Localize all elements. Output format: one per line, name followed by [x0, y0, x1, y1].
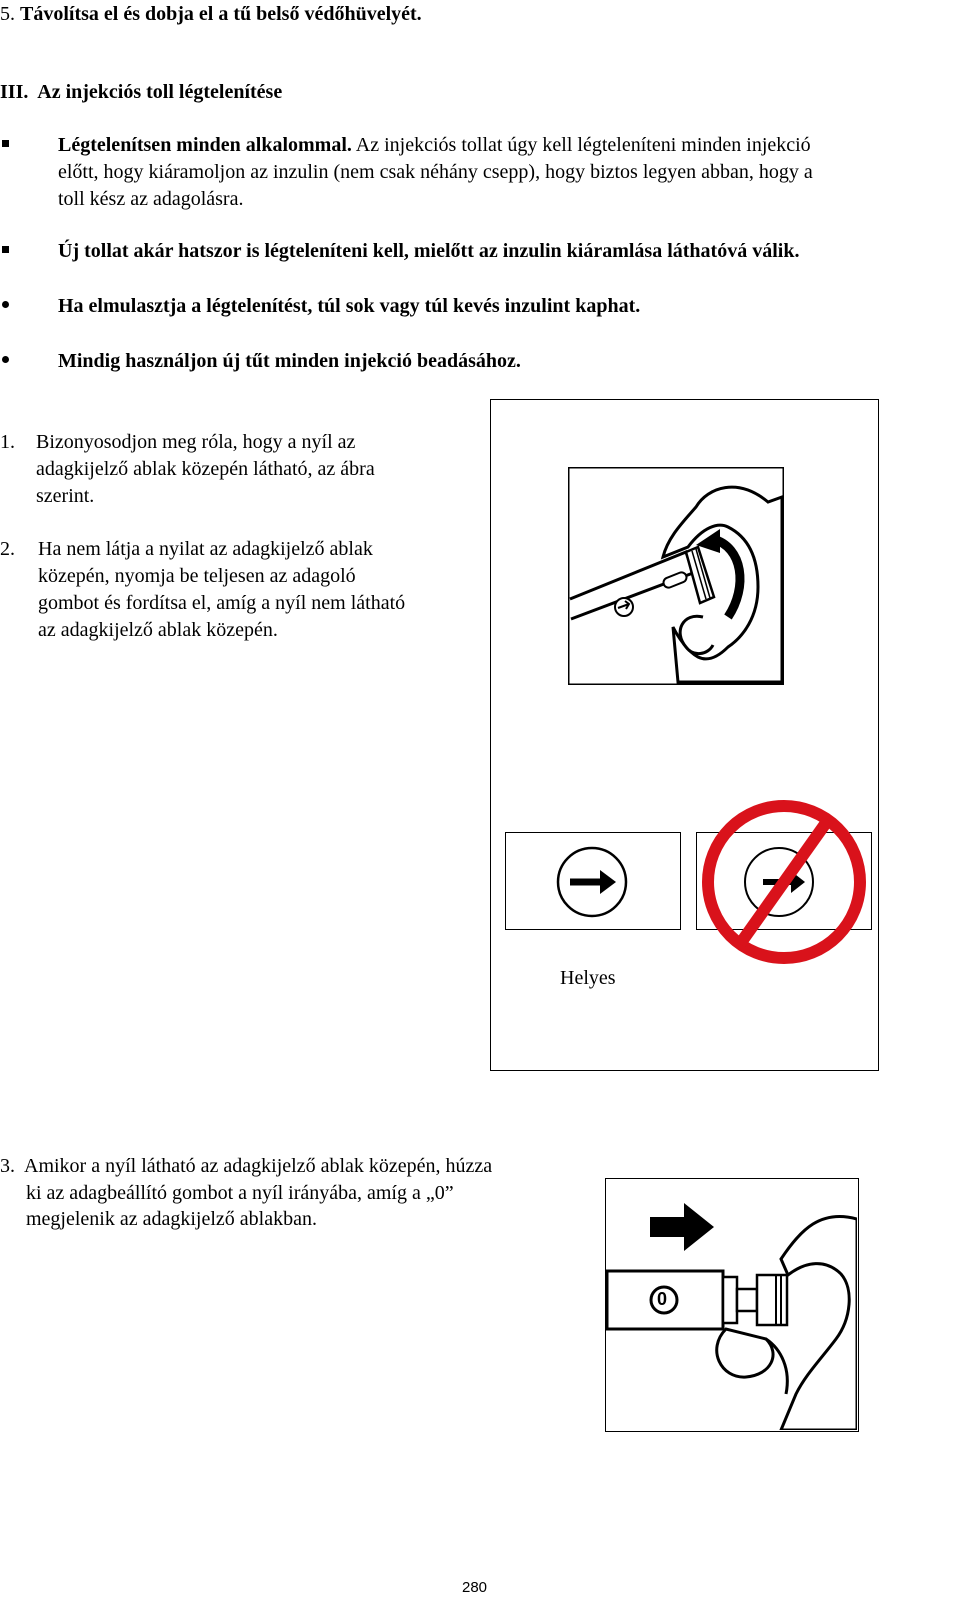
- step5-text: Távolítsa el és dobja el a tű belső védőhüvelyét.: [20, 3, 422, 25]
- prohibition-sign-icon: [698, 798, 870, 966]
- dose-window-label: 0: [657, 1289, 668, 1309]
- step1-line: szerint.: [36, 485, 95, 507]
- step2-number: 2.: [0, 538, 15, 560]
- step2-line: Ha nem látja a nyilat az adagkijelző ablak: [38, 538, 373, 560]
- step2-line: közepén, nyomja be teljesen az adagoló: [38, 565, 356, 587]
- pen-priming-illustration: [568, 467, 784, 685]
- square-bullet-icon: [2, 246, 9, 253]
- step2-line: gombot és fordítsa el, amíg a nyíl nem látható: [38, 592, 406, 614]
- bullet1-bold: Légtelenítsen minden alkalommal.: [58, 134, 352, 156]
- step3-number: 3.: [0, 1155, 15, 1177]
- step3-line: Amikor a nyíl látható az adagkijelző ablak közepén, húzza: [24, 1155, 493, 1177]
- section-title: Az injekciós toll légtelenítése: [37, 81, 283, 103]
- step2-line: az adagkijelző ablak közepén.: [38, 619, 278, 641]
- arrow-right-icon: [650, 1203, 714, 1251]
- step3-line: ki az adagbeállító gombot a nyíl irányába, amíg a „0”: [26, 1182, 454, 1204]
- square-bullet-icon: [2, 140, 9, 147]
- round-bullet-icon: [2, 356, 9, 363]
- bullet1-text-1: Az injekciós tollat úgy kell légteleníteni minden injekció: [355, 134, 811, 156]
- arrow-right-icon: [556, 846, 628, 918]
- round-bullet-icon: [2, 301, 9, 308]
- bullet1-line1: [58, 133, 811, 157]
- bullet2-text: Új tollat akár hatszor is légteleníteni kell, mielőtt az inzulin kiáramlása láthatóvá válik.: [58, 240, 800, 262]
- step1-number: 1.: [0, 431, 15, 453]
- correct-dose-window: [505, 832, 681, 930]
- bullet1-line2: előtt, hogy kiáramoljon az inzulin (nem csak néhány csepp), hogy biztos legyen abban, hogy a: [58, 161, 813, 183]
- section-number: III.: [0, 81, 29, 103]
- pen-pull-knob-illustration: [606, 1179, 857, 1430]
- bullet1-line3: toll kész az adagolásra.: [58, 188, 244, 210]
- section-heading: [0, 80, 282, 104]
- step5-number: 5.: [0, 3, 15, 25]
- page-number: 280: [462, 1579, 488, 1596]
- bullet4-text: Mindig használjon új tűt minden injekció beadásához.: [58, 350, 521, 372]
- step5: [0, 2, 422, 26]
- step1-line: adagkijelző ablak közepén látható, az ábra: [36, 458, 375, 480]
- step1-line: Bizonyosodjon meg róla, hogy a nyíl az: [36, 431, 356, 453]
- figure1-caption: Helyes: [560, 967, 616, 989]
- figure1-frame: [490, 399, 879, 1071]
- bullet3-text: Ha elmulasztja a légtelenítést, túl sok vagy túl kevés inzulint kaphat.: [58, 295, 641, 317]
- figure2-frame: [605, 1178, 859, 1432]
- step3-line: megjelenik az adagkijelző ablakban.: [26, 1208, 317, 1230]
